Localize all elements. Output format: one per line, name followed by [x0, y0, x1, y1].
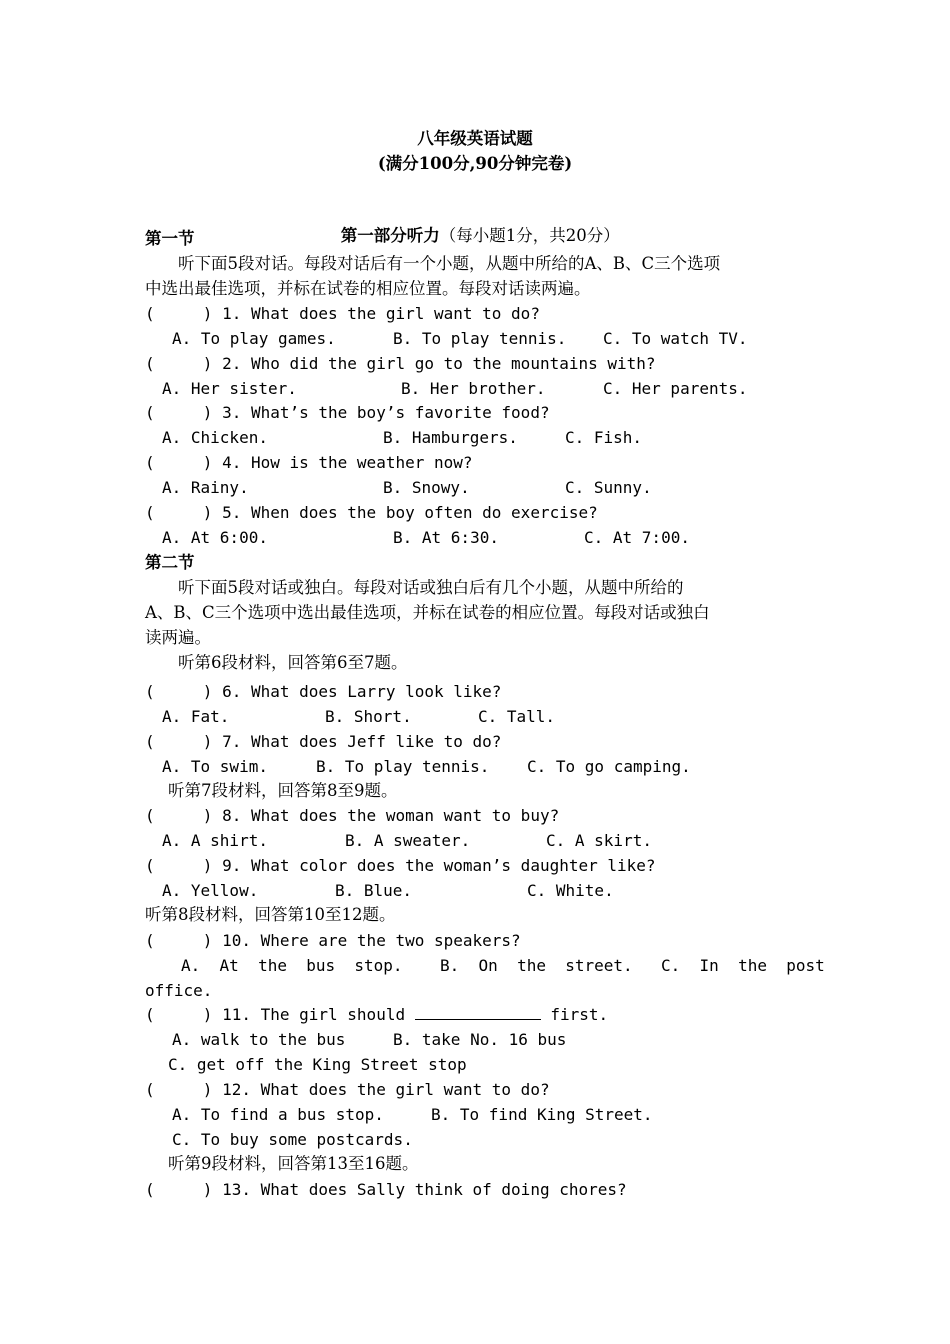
- q9-option-c: C. White.: [527, 881, 614, 900]
- section1-instruction-line2: 中选出最佳选项，并标在试卷的相应位置。每段对话读两遍。: [145, 279, 591, 298]
- q11-stem: [145, 1004, 608, 1026]
- q11-option-c: C. get off the King Street stop: [168, 1055, 467, 1074]
- q6-option-c: C. Tall.: [478, 707, 556, 726]
- part1-heading-title: 第一部分听力: [340, 226, 440, 245]
- q4-option-b: B. Snowy.: [383, 478, 470, 497]
- q8-option-a: A. A shirt.: [162, 831, 268, 850]
- q11-stem-end: first.: [540, 1005, 609, 1024]
- q6-stem: ( ) 6. What does Larry look like?: [145, 682, 502, 701]
- section1-instruction-line1: 听下面5段对话。每段对话后有一个小题，从题中所给的A、B、C三个选项: [178, 254, 721, 273]
- q3-option-a: A. Chicken.: [162, 428, 268, 447]
- part1-heading: [0, 203, 950, 247]
- q2-option-a: A. Her sister.: [162, 379, 297, 398]
- q9-stem: ( ) 9. What color does the woman’s daughter like?: [145, 856, 656, 875]
- q7-option-a: A. To swim.: [162, 757, 268, 776]
- q1-stem: ( ) 1. What does the girl want to do?: [145, 304, 540, 323]
- q8-option-b: B. A sweater.: [345, 831, 471, 850]
- q6-option-b: B. Short.: [325, 707, 412, 726]
- q10-option-c-continued: office.: [145, 981, 213, 1000]
- q5-option-a: A. At 6:00.: [162, 528, 268, 547]
- material-7-note: 听第7段材料，回答第8至9题。: [168, 781, 398, 800]
- q6-option-a: A. Fat.: [162, 707, 230, 726]
- q12-stem: ( ) 12. What does the girl want to do?: [145, 1080, 550, 1099]
- q2-stem: ( ) 2. Who did the girl go to the mountains with?: [145, 354, 656, 373]
- q2-option-b: B. Her brother.: [401, 379, 546, 398]
- q12-option-a: A. To find a bus stop.: [172, 1105, 384, 1124]
- section2-instruction-line3: 读两遍。: [145, 628, 211, 647]
- q2-option-c: C. Her parents.: [603, 379, 748, 398]
- q5-stem: ( ) 5. When does the boy often do exercise?: [145, 503, 598, 522]
- q11-option-a: A. walk to the bus: [172, 1030, 346, 1049]
- q7-stem: ( ) 7. What does Jeff like to do?: [145, 732, 502, 751]
- q3-option-b: B. Hamburgers.: [383, 428, 518, 447]
- section1-label: 第一节: [145, 229, 195, 248]
- q11-stem-start: ( ) 11. The girl should: [145, 1005, 415, 1024]
- q9-option-a: A. Yellow.: [162, 881, 259, 900]
- q13-stem: ( ) 13. What does Sally think of doing chores?: [145, 1180, 627, 1199]
- q12-option-c: C. To buy some postcards.: [172, 1130, 413, 1149]
- q1-option-c: C. To watch TV.: [603, 329, 748, 348]
- q4-option-a: A. Rainy.: [162, 478, 249, 497]
- q10-option-a: A. At the bus stop.: [181, 956, 403, 975]
- q7-option-b: B. To play tennis.: [316, 757, 490, 776]
- q11-option-b: B. take No. 16 bus: [393, 1030, 567, 1049]
- q10-option-c: C. In the post: [661, 956, 825, 975]
- exam-title: 八年级英语试题: [417, 129, 533, 148]
- q3-option-c: C. Fish.: [565, 428, 643, 447]
- q10-option-b: B. On the street.: [440, 956, 633, 975]
- section2-label: 第二节: [145, 553, 195, 572]
- q11-answer-blank: [415, 1005, 541, 1020]
- q1-option-b: B. To play tennis.: [393, 329, 567, 348]
- q12-option-b: B. To find King Street.: [431, 1105, 653, 1124]
- material-6-note: 听第6段材料，回答第6至7题。: [178, 653, 408, 672]
- section2-instruction-line1: 听下面5段对话或独白。每段对话或独白后有几个小题，从题中所给的: [178, 578, 684, 597]
- q7-option-c: C. To go camping.: [527, 757, 691, 776]
- q8-option-c: C. A skirt.: [546, 831, 652, 850]
- exam-subtitle: (满分100分,90分钟完卷): [377, 154, 573, 173]
- q5-option-b: B. At 6:30.: [393, 528, 499, 547]
- q4-stem: ( ) 4. How is the weather now?: [145, 453, 473, 472]
- q3-stem: ( ) 3. What’s the boy’s favorite food?: [145, 403, 550, 422]
- q5-option-c: C. At 7:00.: [584, 528, 690, 547]
- material-8-note: 听第8段材料，回答第10至12题。: [145, 905, 396, 924]
- section2-instruction-line2: A、B、C三个选项中选出最佳选项，并标在试卷的相应位置。每段对话或独白: [145, 603, 710, 622]
- q8-stem: ( ) 8. What does the woman want to buy?: [145, 806, 560, 825]
- q1-option-a: A. To play games.: [172, 329, 336, 348]
- q4-option-c: C. Sunny.: [565, 478, 652, 497]
- q9-option-b: B. Blue.: [335, 881, 413, 900]
- material-9-note: 听第9段材料，回答第13至16题。: [168, 1154, 419, 1173]
- part1-heading-note: （每小题1分，共20分）: [439, 226, 620, 245]
- q10-stem: ( ) 10. Where are the two speakers?: [145, 931, 521, 950]
